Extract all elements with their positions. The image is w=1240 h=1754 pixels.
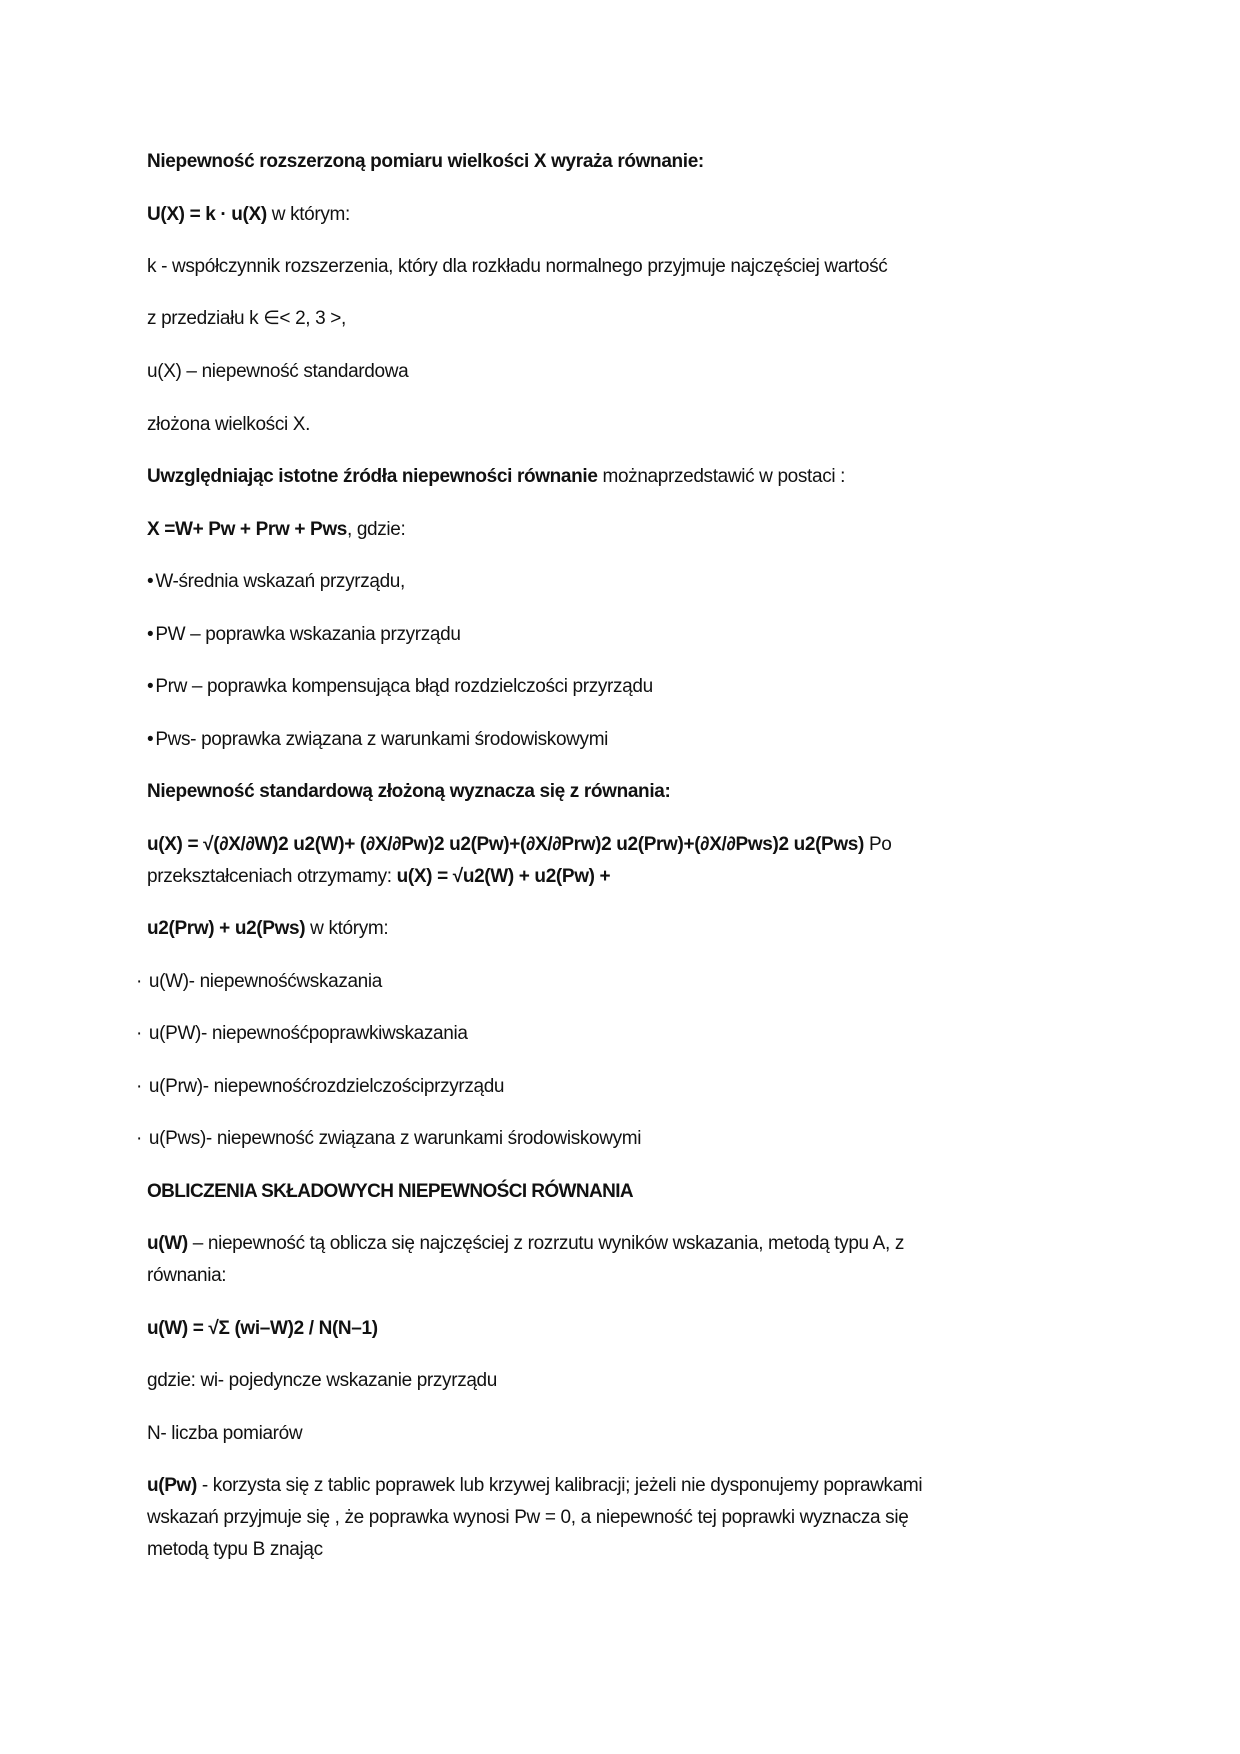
normal-text: przekształceniach otrzymamy: [147,866,397,887]
bullet-icon: · [136,1023,142,1044]
normal-text: wskazań przyjmuje się , że poprawka wynosi Pw = 0, a niepewność tej poprawki wyznacza się [147,1507,909,1528]
normal-text: równania: [147,1265,227,1286]
normal-text: Po [864,834,892,855]
normal-text: w którym: [305,918,389,939]
bold-text: Uwzględniając istotne źródła niepewności równanie [147,466,598,487]
combined-formula-line-3 [147,914,388,944]
combined-formula-line-1 [147,830,891,860]
list-item-text: W-średnia wskazań przyrządu, [155,571,405,592]
list-item [136,1019,468,1049]
list-item [147,620,461,650]
normal-text: z przedziału k ∈< 2, 3 >, [147,308,346,329]
bullet-icon: • [147,571,154,592]
upw-paragraph-line-2 [147,1503,908,1533]
combined-formula-line-2 [147,862,610,892]
symbol-text: u(W) [147,1233,188,1254]
uw-n-text: N- liczba pomiarów [147,1423,303,1444]
bullet-icon: · [136,1128,142,1149]
bullet-icon: · [136,971,142,992]
formula-text: u(X) = √u2(W) + u2(Pw) + [396,866,611,887]
upw-paragraph-line-1 [147,1471,922,1501]
list-item [136,967,382,997]
bullet-icon: • [147,676,154,697]
list-item [147,672,653,702]
symbol-text: u(Pw) [147,1475,197,1496]
list-item [147,567,405,597]
normal-text: złożona wielkości X. [147,414,311,435]
uw-where-text: gdzie: wi- pojedyncze wskazanie przyrządu [147,1370,497,1391]
paragraph-coverage-factor [147,252,887,282]
list-item-text: PW – poprawka wskazania przyrządu [155,624,461,645]
list-item [136,1124,641,1154]
normal-text: , gdzie: [346,519,406,540]
paragraph-sources-intro [147,462,845,492]
paragraph-expanded-uncertainty-heading [147,147,704,177]
bullet-icon: • [147,729,154,750]
formula-text: U(X) = k · u(X) [147,204,267,225]
paragraph-standard-uncertainty [147,357,408,387]
list-item-text: Pws- poprawka związana z warunkami środowiskowymi [155,729,609,750]
uw-paragraph-line-1 [147,1229,904,1259]
list-item [136,1072,504,1102]
list-item [147,725,608,755]
bullet-icon: • [147,624,154,645]
upw-paragraph-line-3 [147,1535,323,1565]
formula-text: u2(Prw) + u2(Pws) [147,918,306,939]
formula-text: u(X) = √(∂X/∂W)2 u2(W)+ (∂X/∂Pw)2 u2(Pw)+(∂X/∂Prw)2 u2(Prw)+(∂X/∂Pws)2 u2(Pws) [147,834,865,855]
normal-text: w którym: [266,204,350,225]
normal-text: k - współczynnik rozszerzenia, który dla rozkładu normalnego przyjmuje najczęściej wartość [147,256,888,277]
uw-paragraph-line-2 [147,1261,226,1291]
list-item-text: u(PW)- niepewnośćpoprawkiwskazania [148,1023,468,1044]
list-item-text: Prw – poprawka kompensująca błąd rozdzielczości przyrządu [155,676,653,697]
list-item-text: u(W)- niepewnośćwskazania [148,971,382,992]
paragraph-coverage-interval [147,304,346,334]
list-item-text: u(Prw)- niepewnośćrozdzielczościprzyrządu [148,1076,505,1097]
uw-formula: u(W) = √Σ (wi–W)2 / N(N–1) [147,1318,378,1339]
bold-text: Niepewność rozszerzoną pomiaru wielkości X wyraża równanie: [147,151,704,172]
normal-text: możnaprzedstawić w postaci : [597,466,846,487]
list-item-text: u(Pws)- niepewność związana z warunkami środowiskowymi [148,1128,642,1149]
normal-text: u(X) – niepewność standardowa [147,361,409,382]
section-heading: OBLICZENIA SKŁADOWYCH NIEPEWNOŚCI RÓWNANIA [147,1181,634,1202]
normal-text: - korzysta się z tablic poprawek lub krzywej kalibracji; jeżeli nie dysponujemy poprawkami [196,1475,923,1496]
normal-text: – niepewność tą oblicza się najczęściej z rozrzutu wyników wskazania, metodą typu A, z [187,1233,904,1254]
formula-text: X =W+ Pw + Prw + Pws [147,519,347,540]
paragraph-model-equation [147,515,405,545]
normal-text: metodą typu B znając [147,1539,323,1560]
combined-uncertainty-heading: Niepewność standardową złożoną wyznacza się z równania: [147,781,671,802]
paragraph-combined-quantity [147,410,310,440]
paragraph-expanded-uncertainty-formula [147,200,350,230]
bullet-icon: · [136,1076,142,1097]
